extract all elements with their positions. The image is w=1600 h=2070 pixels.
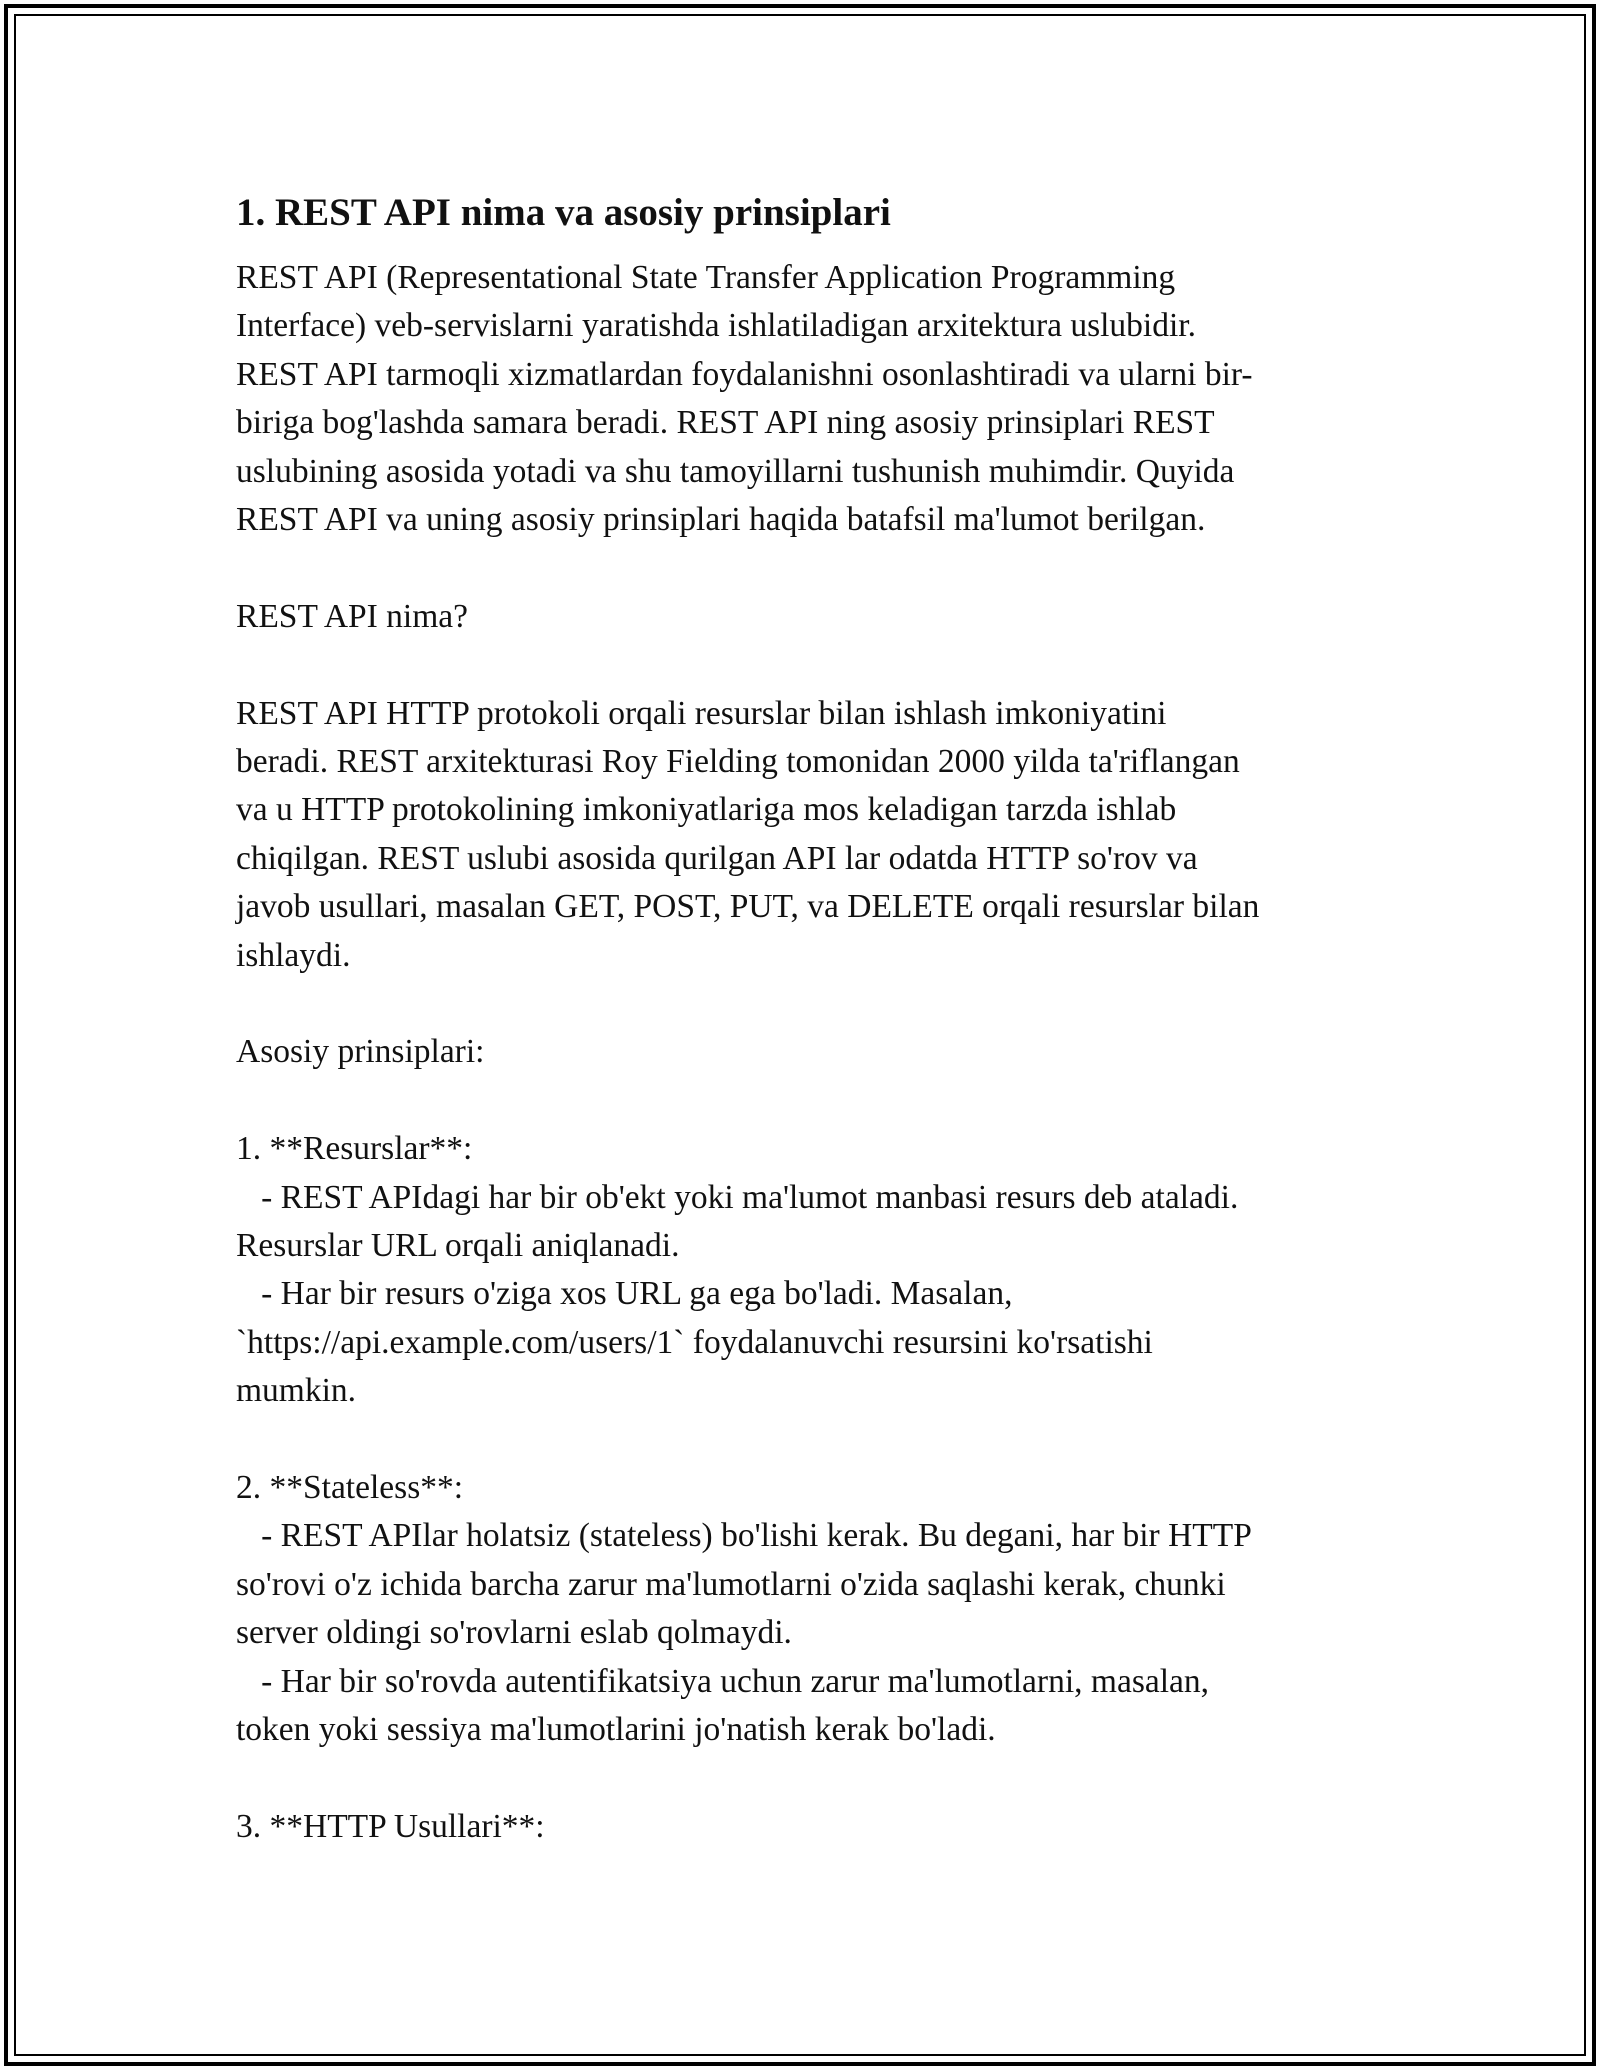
principles-heading: Asosiy prinsiplari: [236,1033,485,1071]
question-heading: REST API nima? [236,597,469,635]
definition-paragraph: REST API HTTP protokoli orqali resurslar bilan ishlash imkoniyatini beradi. REST arxitekturasi Roy Fielding tomonidan 2000 yilda ta'riflangan va u HTTP protokolining imkoniyatlariga mos keladigan tarzda ishlab chiqilgan. REST uslubi asosida qurilgan API lar odatda HTTP so'rov va javob usullari, masalan GET, POST, PUT, va DELETE orqali resurslar bilan ishlaydi. [236,694,1260,974]
paragraph-spacer [236,1077,1386,1125]
principle-http-methods: 3. **HTTP Usullari**: [236,1807,545,1845]
principle-stateless: 2. **Stateless**: - REST APIlar holatsiz (stateless) bo'lishi kerak. Bu degani, har bir HTTP so'rovi o'z ichida barcha zarur ma'lumotlarni o'zida saqlashi kerak, chunki server oldingi so'rovlarni eslab qolmaydi. - Har bir so'rovda autentifikatsiya uchun zarur ma'lumotlarni, masalan, token yoki sessiya ma'lumotlarini jo'natish kerak bo'ladi. [236,1469,1252,1749]
paragraph-spacer [236,1416,1386,1464]
document-title: 1. REST API nima va asosiy prinsiplari [236,191,891,234]
paragraph-spacer [236,980,1386,1028]
principle-resources: 1. **Resurslar**: - REST APIdagi har bir ob'ekt yoki ma'lumot manbasi resurs deb ataladi. Resurslar URL orqali aniqlanadi. - Har bir resurs o'ziga xos URL ga ega bo'ladi. Masalan, `https://api.example.com/users/1` foydalanuvchi resursini ko'rsatishi mumkin. [236,1130,1239,1410]
paragraph-spacer [236,641,1386,689]
intro-paragraph: REST API (Representational State Transfer Application Programming Interface) veb-servislarni yaratishda ishlatiladigan arxitektura uslubidir. REST API tarmoqli xizmatlardan foydalanishni osonlashtiradi va ularni bir- biriga bog'lashda samara beradi. REST API ning asosiy prinsiplari REST uslubining asosida yotadi va shu tamoyillarni tushunish muhimdir. Quyida REST API va uning asosiy prinsiplari haqida batafsil ma'lumot berilgan. [236,259,1253,539]
paragraph-spacer [236,1755,1386,1803]
paragraph-spacer [236,544,1386,592]
document-body [236,186,1386,1851]
